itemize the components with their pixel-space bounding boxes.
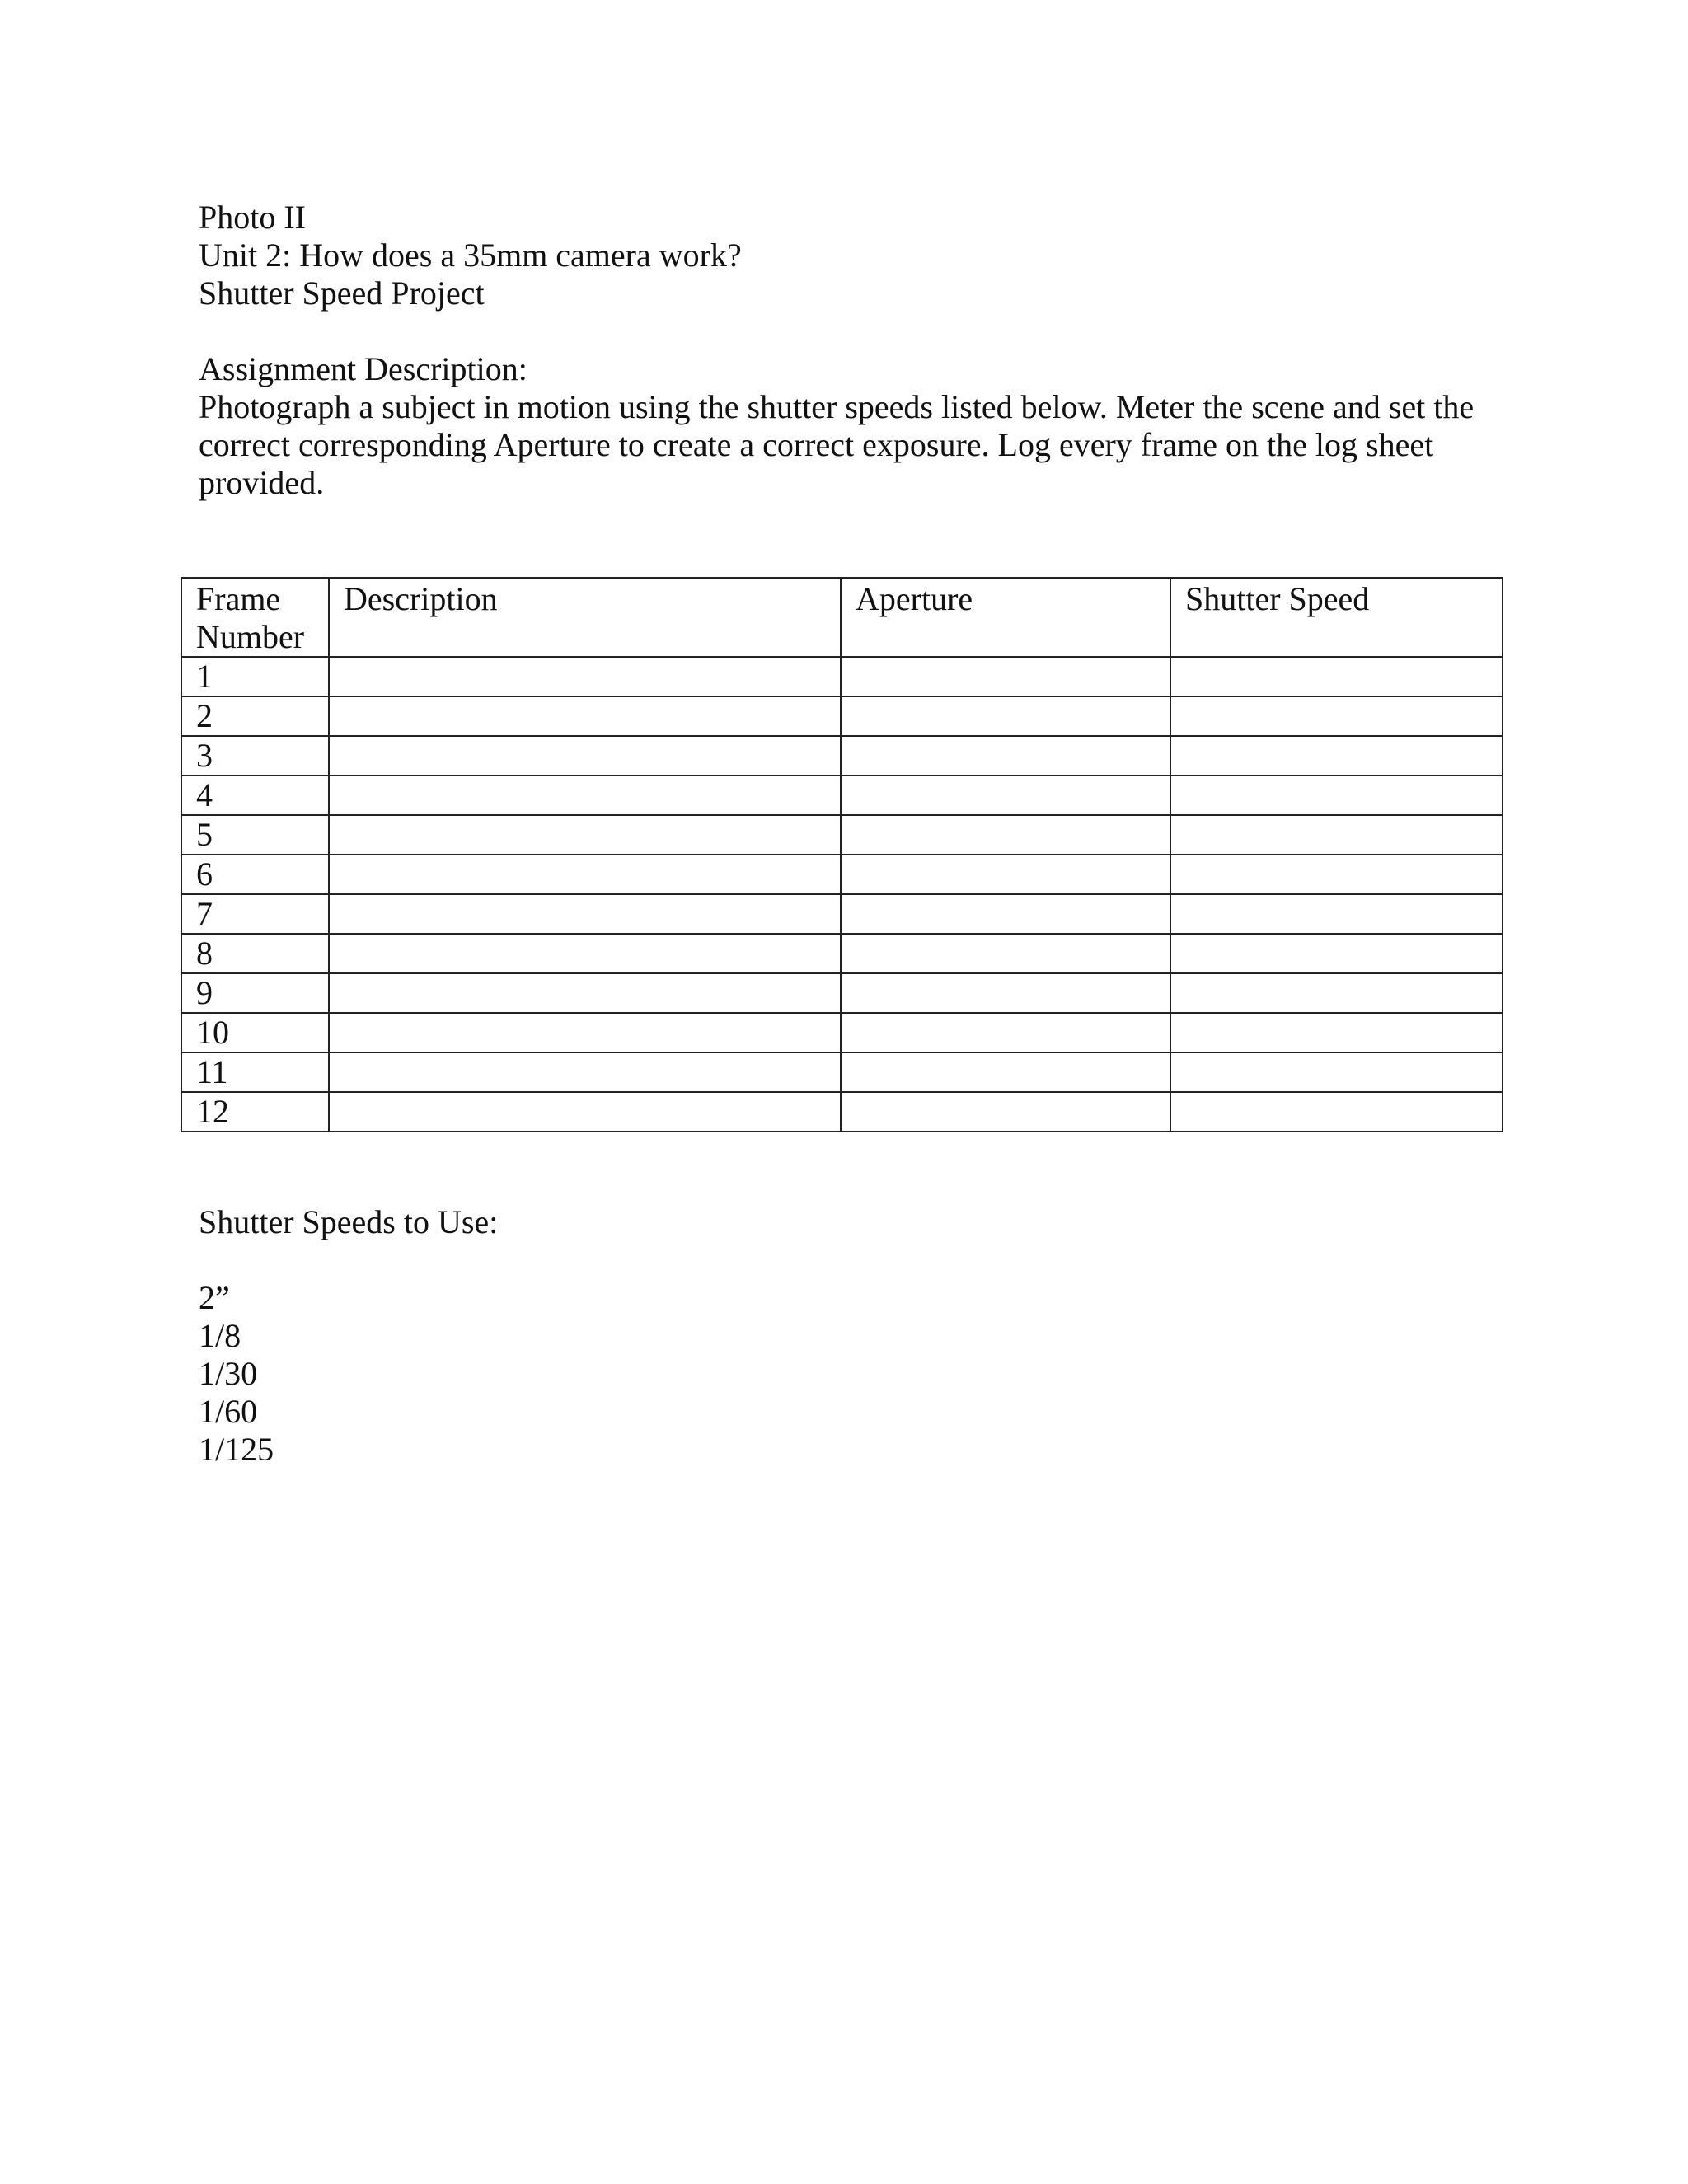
description-cell[interactable] bbox=[329, 696, 841, 736]
table-row bbox=[181, 934, 1503, 973]
course-title: Photo II bbox=[199, 199, 306, 236]
aperture-cell[interactable] bbox=[841, 1052, 1170, 1092]
table-row bbox=[181, 696, 1503, 736]
table-row bbox=[181, 894, 1503, 934]
description-cell[interactable] bbox=[329, 1092, 841, 1132]
shutter-speed-cell[interactable] bbox=[1170, 776, 1503, 815]
shutter-speed-cell[interactable] bbox=[1170, 696, 1503, 736]
assignment-section bbox=[199, 350, 1517, 502]
table-row bbox=[181, 1013, 1503, 1052]
aperture-cell[interactable] bbox=[841, 973, 1170, 1013]
header-aperture: Aperture bbox=[841, 578, 1170, 657]
aperture-cell[interactable] bbox=[841, 1092, 1170, 1132]
table-row bbox=[181, 736, 1503, 776]
shutter-speed-cell[interactable] bbox=[1170, 815, 1503, 855]
frame-log-table bbox=[181, 577, 1503, 1132]
table-row bbox=[181, 1092, 1503, 1132]
shutter-speed-cell[interactable] bbox=[1170, 1092, 1503, 1132]
aperture-cell[interactable] bbox=[841, 894, 1170, 934]
header-shutter-speed: Shutter Speed bbox=[1170, 578, 1503, 657]
table-row bbox=[181, 973, 1503, 1013]
shutter-speed-cell[interactable] bbox=[1170, 657, 1503, 696]
shutter-speed-cell[interactable] bbox=[1170, 1052, 1503, 1092]
shutter-speed-cell[interactable] bbox=[1170, 736, 1503, 776]
list-item: 1/125 bbox=[199, 1431, 274, 1468]
description-cell[interactable] bbox=[329, 776, 841, 815]
frame-number-cell: 11 bbox=[181, 1052, 329, 1092]
description-cell[interactable] bbox=[329, 1052, 841, 1092]
aperture-cell[interactable] bbox=[841, 934, 1170, 973]
header-description: Description bbox=[329, 578, 841, 657]
list-item: 1/60 bbox=[199, 1393, 258, 1430]
shutter-speed-cell[interactable] bbox=[1170, 1013, 1503, 1052]
shutter-speed-cell[interactable] bbox=[1170, 934, 1503, 973]
description-cell[interactable] bbox=[329, 894, 841, 934]
aperture-cell[interactable] bbox=[841, 696, 1170, 736]
list-item: 2” bbox=[199, 1279, 230, 1316]
frame-number-cell: 3 bbox=[181, 736, 329, 776]
description-cell[interactable] bbox=[329, 657, 841, 696]
document-header bbox=[199, 199, 742, 312]
description-cell[interactable] bbox=[329, 855, 841, 894]
list-item: 1/8 bbox=[199, 1317, 241, 1354]
assignment-body: Photograph a subject in motion using the shutter speeds listed below. Meter the scene and set the correct corresponding Aperture to create a correct exposure. Log every frame on the log sheet provided. bbox=[199, 388, 1475, 501]
shutter-speed-cell[interactable] bbox=[1170, 973, 1503, 1013]
description-cell[interactable] bbox=[329, 973, 841, 1013]
aperture-cell[interactable] bbox=[841, 855, 1170, 894]
aperture-cell[interactable] bbox=[841, 1013, 1170, 1052]
project-title: Shutter Speed Project bbox=[199, 274, 485, 312]
list-item: 1/30 bbox=[199, 1355, 258, 1392]
description-cell[interactable] bbox=[329, 736, 841, 776]
frame-number-cell: 5 bbox=[181, 815, 329, 855]
frame-number-cell: 6 bbox=[181, 855, 329, 894]
table-row bbox=[181, 855, 1503, 894]
shutter-speeds-title: Shutter Speeds to Use: bbox=[199, 1203, 499, 1240]
table-header-row bbox=[181, 578, 1503, 657]
frame-number-cell: 8 bbox=[181, 934, 329, 973]
frame-number-cell: 9 bbox=[181, 973, 329, 1013]
frame-number-cell: 12 bbox=[181, 1092, 329, 1132]
shutter-speed-cell[interactable] bbox=[1170, 894, 1503, 934]
unit-title: Unit 2: How does a 35mm camera work? bbox=[199, 237, 742, 274]
assignment-heading: Assignment Description: bbox=[199, 350, 528, 387]
description-cell[interactable] bbox=[329, 1013, 841, 1052]
frame-number-cell: 4 bbox=[181, 776, 329, 815]
frame-number-cell: 2 bbox=[181, 696, 329, 736]
frame-number-cell: 10 bbox=[181, 1013, 329, 1052]
shutter-speeds-list bbox=[199, 1279, 274, 1469]
aperture-cell[interactable] bbox=[841, 815, 1170, 855]
aperture-cell[interactable] bbox=[841, 776, 1170, 815]
description-cell[interactable] bbox=[329, 934, 841, 973]
table-row bbox=[181, 815, 1503, 855]
frame-number-cell: 1 bbox=[181, 657, 329, 696]
table-row bbox=[181, 776, 1503, 815]
table-row bbox=[181, 657, 1503, 696]
shutter-speed-cell[interactable] bbox=[1170, 855, 1503, 894]
table-row bbox=[181, 1052, 1503, 1092]
header-frame-number: Frame Number bbox=[181, 578, 329, 657]
aperture-cell[interactable] bbox=[841, 657, 1170, 696]
frame-number-cell: 7 bbox=[181, 894, 329, 934]
aperture-cell[interactable] bbox=[841, 736, 1170, 776]
description-cell[interactable] bbox=[329, 815, 841, 855]
